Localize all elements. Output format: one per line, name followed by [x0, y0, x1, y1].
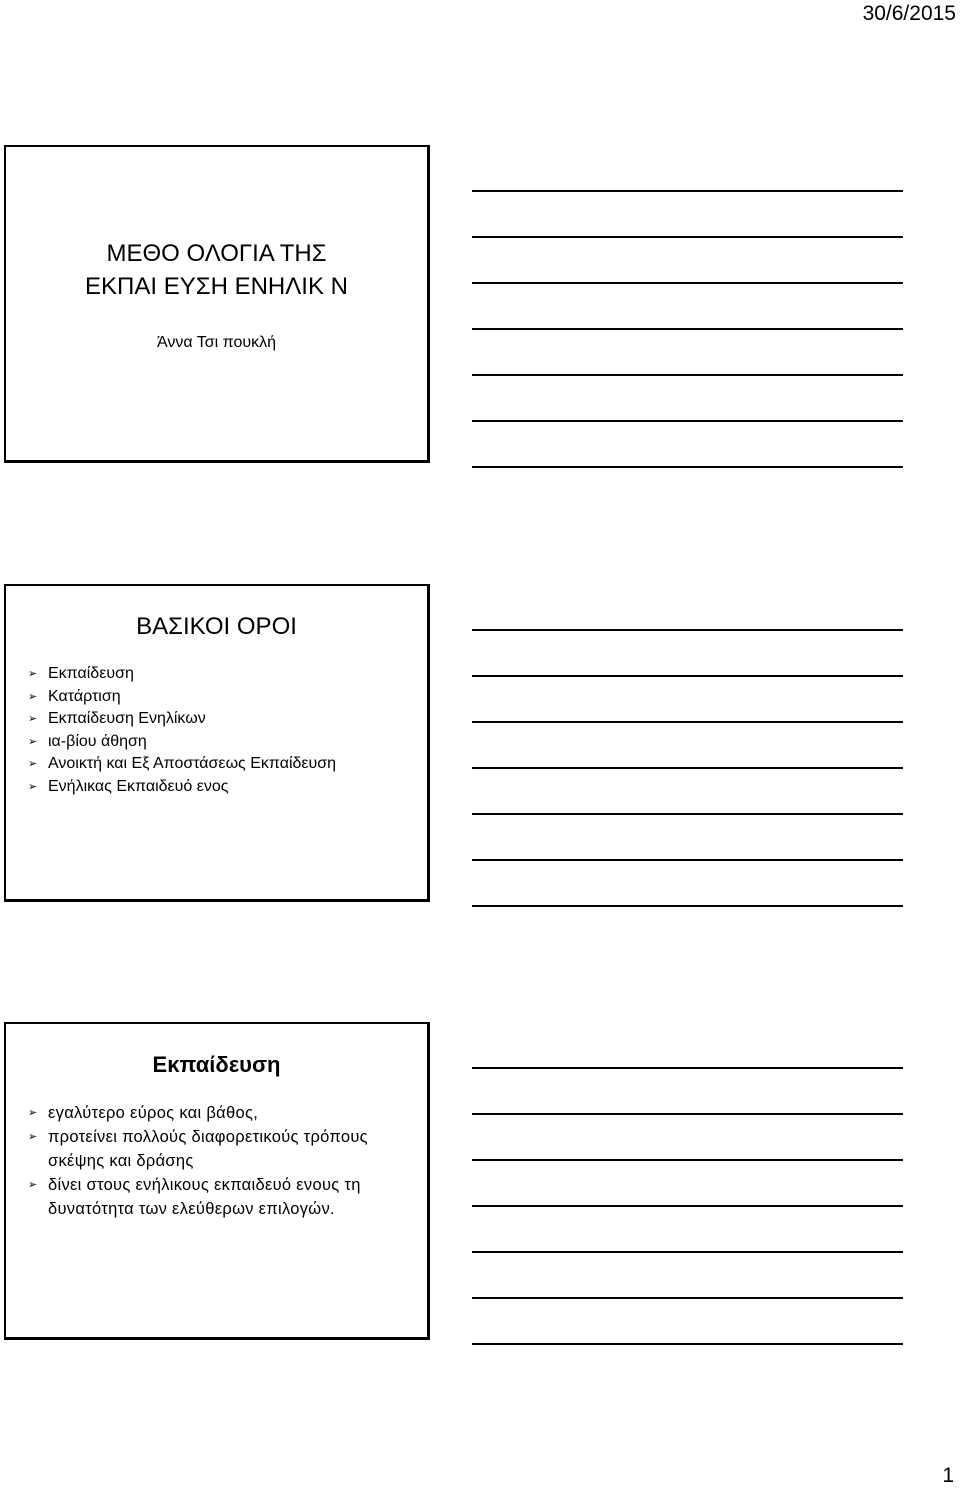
arrowhead-bullet-icon: ➢ — [28, 758, 38, 770]
page-number: 1 — [942, 1464, 954, 1487]
slide-2-title: ΒΑΣΙΚΟΙ ΟΡΟΙ — [136, 613, 297, 640]
arrowhead-bullet-icon: ➢ — [28, 1131, 38, 1143]
note-line — [472, 1297, 903, 1299]
note-line — [472, 1205, 903, 1207]
note-line — [472, 767, 903, 769]
note-line — [472, 466, 903, 468]
note-line — [472, 675, 903, 677]
note-line — [472, 813, 903, 815]
arrowhead-bullet-icon: ➢ — [28, 1179, 38, 1191]
notes-lines-2 — [472, 629, 903, 951]
bullet-item — [28, 731, 415, 754]
slide-1-title-line: ΜΕΘΟ ΟΛΟΓΙΑ ΤΗΣ — [106, 240, 327, 267]
note-line — [472, 1067, 903, 1069]
bullet-item — [28, 753, 415, 776]
notes-lines-3 — [472, 1067, 903, 1389]
note-line — [472, 190, 903, 192]
bullet-text: Ανοικτή και Εξ Αποστάσεως Εκπαίδευση — [48, 755, 337, 772]
slide-1-title-line: ΕΚΠΑΙ ΕΥΣΗ ΕΝΗΛΙΚ Ν — [85, 273, 348, 300]
slide-3-bullet-list — [28, 1101, 415, 1221]
arrowhead-bullet-icon: ➢ — [28, 735, 38, 748]
slide-1-title — [6, 237, 427, 303]
note-line — [472, 1159, 903, 1161]
slide-2-bullet-list — [28, 663, 415, 798]
note-line — [472, 1343, 903, 1345]
bullet-item — [28, 663, 415, 686]
bullet-text: Κατάρτιση — [48, 687, 121, 705]
slide-3 — [4, 1022, 430, 1340]
note-line — [472, 236, 903, 238]
slide-2 — [4, 584, 430, 902]
bullet-text: δίνει στους ενήλικους εκπαιδευό ενους τη δυνατότητα των ελεύθερων επιλογών. — [48, 1176, 361, 1218]
bullet-item — [28, 708, 415, 731]
note-line — [472, 721, 903, 723]
arrowhead-bullet-icon: ➢ — [28, 690, 38, 703]
bullet-text: εγαλύτερο εύρος και βάθος, — [48, 1104, 259, 1122]
arrowhead-bullet-icon: ➢ — [28, 1107, 38, 1119]
bullet-item — [28, 1125, 415, 1173]
note-line — [472, 1251, 903, 1253]
bullet-text: προτείνει πολλούς διαφορετικούς τρόπους σκέψης και δράσης — [48, 1128, 368, 1170]
bullet-text: ια-βίου άθηση — [48, 732, 147, 750]
note-line — [472, 905, 903, 907]
slide-1 — [4, 145, 430, 463]
header-date: 30/6/2015 — [862, 2, 956, 25]
bullet-text: Εκπαίδευση Ενηλίκων — [48, 710, 206, 727]
note-line — [472, 859, 903, 861]
bullet-text: Εκπαίδευση — [48, 665, 134, 682]
bullet-item — [28, 1101, 415, 1125]
bullet-item — [28, 776, 415, 799]
bullet-text: Ενήλικας Εκπαιδευό ενος — [48, 777, 229, 795]
note-line — [472, 282, 903, 284]
notes-lines-1 — [472, 190, 903, 512]
bullet-item — [28, 686, 415, 709]
note-line — [472, 1113, 903, 1115]
arrowhead-bullet-icon: ➢ — [28, 713, 38, 725]
note-line — [472, 629, 903, 631]
slide-3-title: Εκπαίδευση — [152, 1052, 281, 1077]
arrowhead-bullet-icon: ➢ — [28, 668, 38, 680]
slide-1-author: Άννα Τσι πουκλή — [156, 334, 277, 351]
arrowhead-bullet-icon: ➢ — [28, 780, 38, 793]
note-line — [472, 420, 903, 422]
bullet-item — [28, 1173, 415, 1221]
note-line — [472, 328, 903, 330]
note-line — [472, 374, 903, 376]
